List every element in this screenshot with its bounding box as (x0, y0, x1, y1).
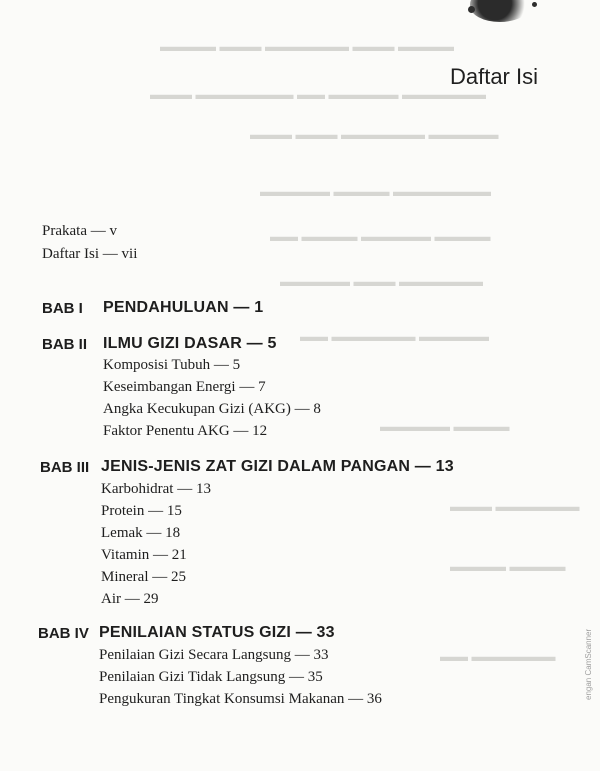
toc-entry: Penilaian Gizi Tidak Langsung — 35 (99, 669, 323, 685)
bleed-through-line: ▬▬▬▬ ▬▬▬▬ (450, 560, 566, 575)
bleed-through-line: ▬▬▬▬▬▬▬ ▬▬▬▬ ▬▬▬▬▬ (260, 185, 491, 200)
chapter-heading: PENILAIAN STATUS GIZI — 33 (99, 624, 335, 641)
toc-entry: Vitamin — 21 (101, 547, 187, 563)
page-title: Daftar Isi (449, 64, 538, 89)
chapter-number: BAB I (42, 300, 83, 317)
toc-entry: Keseimbangan Energi — 7 (103, 379, 266, 395)
ink-dot (532, 2, 537, 7)
chapter-number: BAB II (42, 336, 87, 353)
scanner-watermark: engan CamScanner (584, 628, 593, 700)
front-matter-item: Prakata — v (42, 223, 117, 239)
toc-entry: Faktor Penentu AKG — 12 (103, 423, 268, 439)
bleed-through-line: ▬▬▬▬▬ ▬▬▬▬▬▬ ▬▬ (300, 330, 489, 345)
chapter-number: BAB IV (38, 625, 89, 642)
bleed-through-line: ▬▬▬▬ ▬▬▬▬▬ ▬▬▬▬ ▬▬ (270, 230, 491, 245)
bleed-through-line: ▬▬▬▬▬▬ ▬▬▬ ▬▬▬▬▬ (280, 275, 483, 290)
toc-entry: Angka Kecukupan Gizi (AKG) — 8 (103, 401, 321, 417)
toc-entry: Air — 29 (101, 591, 159, 607)
toc-entry: Komposisi Tubuh — 5 (103, 357, 241, 373)
chapter-number: BAB III (40, 459, 90, 476)
front-matter-item: Daftar Isi — vii (42, 246, 138, 262)
chapter-heading: ILMU GIZI DASAR — 5 (103, 335, 277, 352)
toc-entry: Penilaian Gizi Secara Langsung — 33 (99, 647, 329, 663)
bleed-through-line: ▬▬▬▬▬ ▬▬▬▬▬▬ ▬▬▬ ▬▬▬ (250, 128, 499, 143)
bleed-through-line: ▬▬▬▬ ▬▬▬ ▬▬▬▬▬▬ ▬▬▬ ▬▬▬▬ (160, 40, 454, 55)
toc-entry: Lemak — 18 (101, 525, 181, 541)
bleed-through-line: ▬▬▬▬▬▬ ▬▬▬ (450, 500, 580, 515)
bleed-through-line: ▬▬▬▬▬▬ ▬▬▬▬▬ ▬▬ ▬▬▬▬▬▬▬ ▬▬▬ (150, 88, 486, 103)
toc-entry: Protein — 15 (101, 503, 182, 519)
bleed-through-line: ▬▬▬▬▬▬ ▬▬ (440, 650, 556, 665)
bleed-through-line: ▬▬▬▬ ▬▬▬▬▬ (380, 420, 510, 435)
toc-entry: Karbohidrat — 13 (101, 481, 211, 497)
ink-dot (468, 6, 475, 13)
toc-entry: Pengukuran Tingkat Konsumsi Makanan — 36 (99, 691, 382, 707)
ink-stain (470, 0, 532, 22)
chapter-heading: JENIS-JENIS ZAT GIZI DALAM PANGAN — 13 (101, 458, 454, 475)
chapter-heading: PENDAHULUAN — 1 (103, 299, 264, 316)
toc-entry: Mineral — 25 (101, 569, 186, 585)
